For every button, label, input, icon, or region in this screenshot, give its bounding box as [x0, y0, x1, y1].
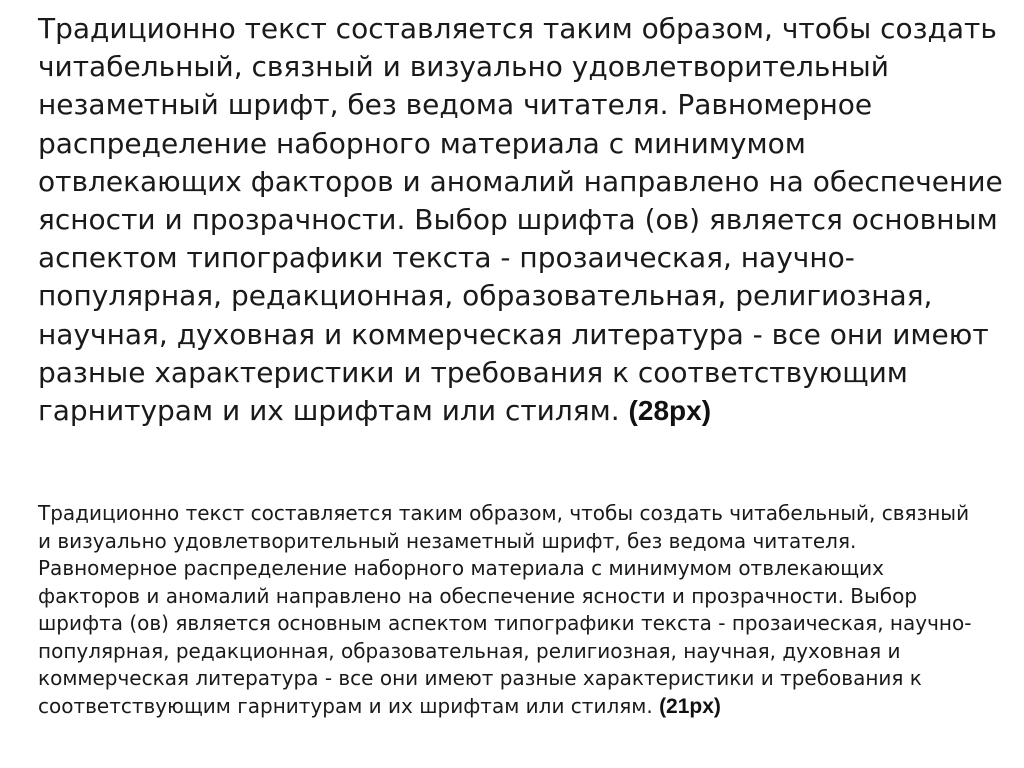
small-sample-text: Традиционно текст составляется таким образом, чтобы создать читабельный, связный и визуально удовлетворительный незаметный шрифт, без ведома читателя. Равномерное распределение наборного материала с минимумом отвлекающих факторов и аномалий направлено на обеспечение ясности и прозрачности. Выбор шрифта (ов) является основным аспектом типографики текста - прозаическая, научно-популярная, редакционная, образовательная, религиозная, научная, духовная и коммерческая литература - все они имеют разные характеристики и требования к соответствующим гарнитурам и их шрифтам или стилям.: [38, 501, 972, 718]
large-sample-text: Традиционно текст составляется таким образом, чтобы создать читабельный, связный и визуально удовлетворительный незаметный шрифт, без ведома читателя. Равномерное распределение наборного материала с минимумом отвлекающих факторов и аномалий направлено на обеспечение ясности и прозрачности. Выбор шрифта (ов) является основным аспектом типографики текста - прозаическая, научно-популярная, редакционная, образовательная, религиозная, научная, духовная и коммерческая литература - все они имеют разные характеристики и требования к соответствующим гарнитурам и их шрифтам или стилям.: [38, 12, 1003, 428]
small-size-label: (21px): [659, 694, 721, 718]
large-font-sample: [38, 10, 1008, 430]
large-size-label: (28px): [628, 395, 712, 427]
small-font-sample: [38, 500, 978, 720]
